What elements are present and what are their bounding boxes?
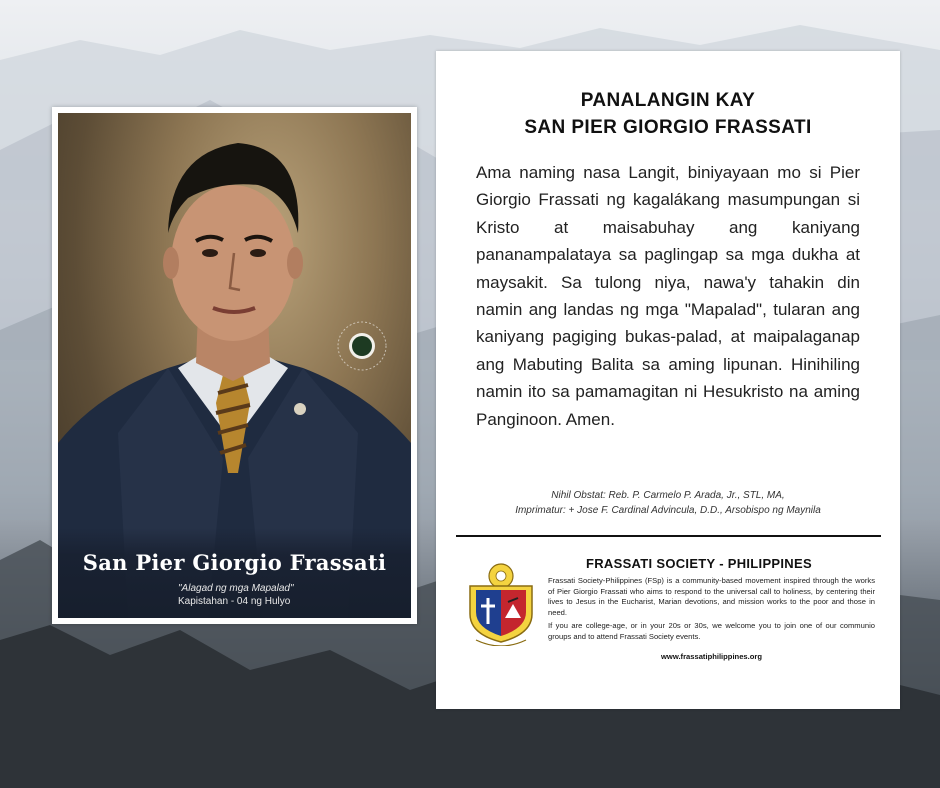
frassati-society-crest-icon xyxy=(464,562,538,646)
prayer-text: Ama naming nasa Langit, biniyayaan mo si Pier Giorgio Frassati ng kagalákang masumpungan si Kristo at maisabuhay ang kaniyang pananampalataya sa paglingap sa mga dukha at maysakit. Sa tulong niya, nawa'y tahakin din namin ang landas ng mga "Mapalad", tularan ang kaniyang pagiging bukas-palad, at maipalaganap ang Mabuting Balita sa aming lipunan. Hinihiling namin ito sa pamamagitan ni Hesukristo na aming Panginoon. Amen. xyxy=(476,163,860,429)
society-about: Frassati Society-Philippines (FSp) is a community-based movement inspired through the works of Pier Giorgio Frassati who aims to respond to the universal call to holiness, by centering their lives to Jesus in the Eucharist, Marian devotions, and mission works to the poor and those in need. xyxy=(548,576,875,617)
society-description xyxy=(548,576,875,646)
feast-day: Kapistahan - 04 ng Hulyo xyxy=(178,596,291,607)
prayer-card xyxy=(436,51,900,709)
portrait-card xyxy=(52,107,417,624)
society-website-link[interactable]: www.frassatiphilippines.org xyxy=(661,652,762,661)
caption-subtitle xyxy=(178,582,294,608)
portrait-caption xyxy=(58,528,411,618)
relic-seal-icon xyxy=(334,318,390,374)
title-line-1: PANALANGIN KAY xyxy=(580,90,756,111)
society-invitation: If you are college-age, or in your 20s or 30s, we welcome you to join one of our communio groups and to attend Frassati Society events. xyxy=(548,621,875,641)
ecclesiastical-approval xyxy=(436,488,900,518)
tagline: "Alagad ng mga Mapalad" xyxy=(178,583,294,594)
nihil-obstat: Nihil Obstat: Reb. P. Carmelo P. Arada, Jr., STL, MA, xyxy=(551,490,785,501)
saint-name: San Pier Giorgio Frassati xyxy=(82,550,387,575)
imprimatur: Imprimatur: + Jose F. Cardinal Advincula, D.D., Arsobispo ng Maynila xyxy=(515,505,821,516)
saint-portrait-photo xyxy=(58,113,411,618)
prayer-title xyxy=(436,87,900,141)
title-line-2: SAN PIER GIORGIO FRASSATI xyxy=(524,117,812,138)
divider xyxy=(456,535,881,537)
society-name: FRASSATI SOCIETY - PHILIPPINES xyxy=(586,556,812,571)
